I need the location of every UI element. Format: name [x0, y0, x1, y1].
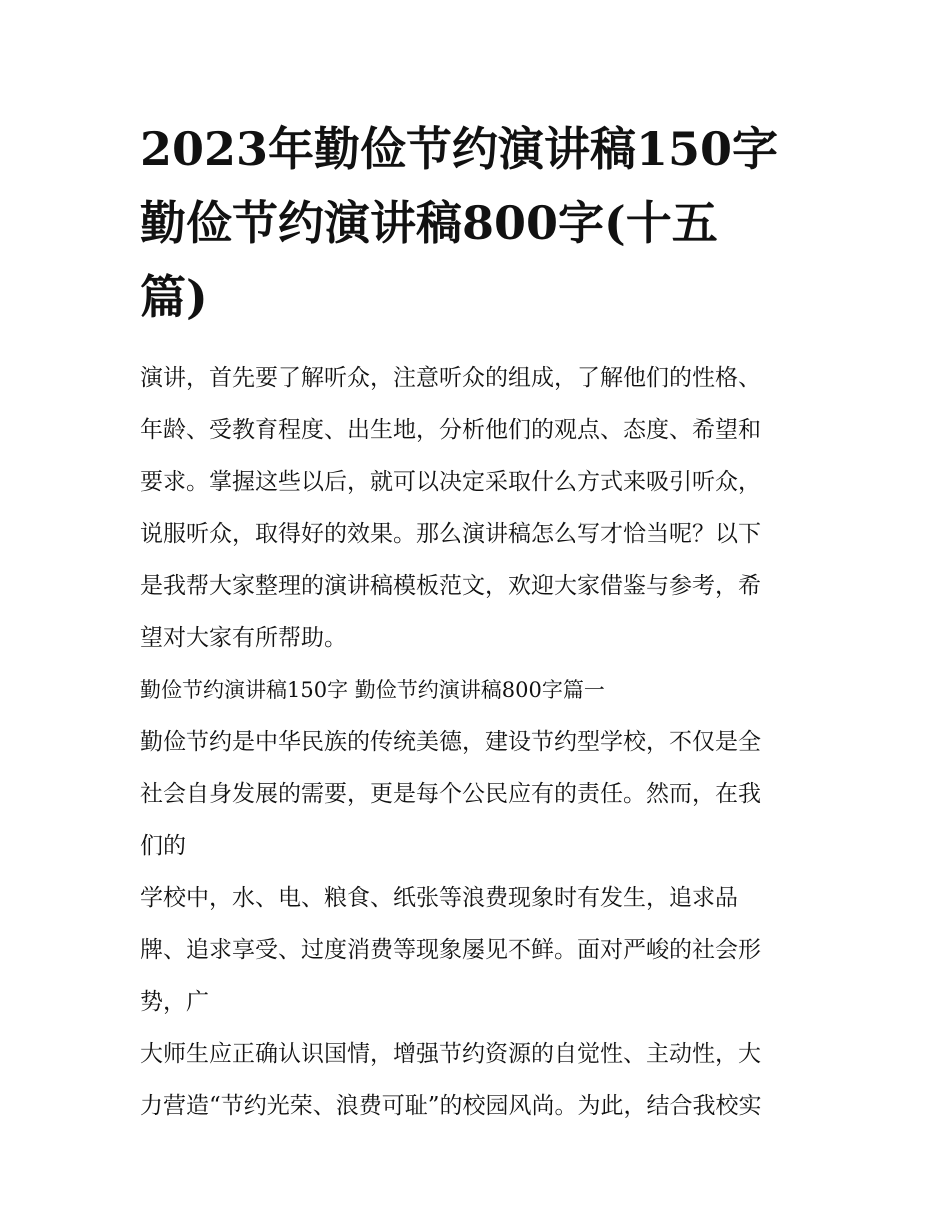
text-line: 年龄、受教育程度、出生地，分析他们的观点、态度、希望和	[140, 417, 761, 443]
body-paragraph	[140, 716, 812, 872]
text-line: 大师生应正确认识国情，增强节约资源的自觉性、主动性，大	[140, 1041, 761, 1067]
section-heading: 勤俭节约演讲稿150字 勤俭节约演讲稿800字篇一	[140, 678, 605, 702]
text-line: 说服听众，取得好的效果。那么演讲稿怎么写才恰当呢？以下	[140, 521, 761, 547]
text-line: 力营造“节约光荣、浪费可耻”的校园风尚。为此，结合我校实	[140, 1093, 762, 1119]
text-line: 牌、追求享受、过度消费等现象屡见不鲜。面对严峻的社会形	[140, 937, 761, 963]
text-line: 势，广	[140, 989, 209, 1015]
body-paragraph	[140, 1028, 812, 1132]
title-line: 勤俭节约演讲稿800字(十五	[140, 196, 718, 250]
text-line: 演讲，首先要了解听众，注意听众的组成，了解他们的性格、	[140, 365, 761, 391]
text-line: 学校中，水、电、粮食、纸张等浪费现象时有发生，追求品	[140, 885, 738, 911]
title-line: 篇)	[140, 270, 208, 324]
document-title	[140, 112, 812, 334]
text-line: 社会自身发展的需要，更是每个公民应有的责任。然而，在我	[140, 781, 761, 807]
body-paragraph	[140, 872, 812, 1028]
text-line: 勤俭节约是中华民族的传统美德，建设节约型学校，不仅是全	[140, 729, 761, 755]
text-line: 们的	[140, 833, 186, 859]
document-page	[140, 112, 812, 1132]
intro-paragraph	[140, 352, 812, 664]
text-line: 要求。掌握这些以后，就可以决定采取什么方式来吸引听众，	[140, 469, 761, 495]
text-line: 望对大家有所帮助。	[140, 625, 347, 651]
title-line: 2023年勤俭节约演讲稿150字	[140, 122, 779, 176]
text-line: 是我帮大家整理的演讲稿模板范文，欢迎大家借鉴与参考，希	[140, 573, 761, 599]
